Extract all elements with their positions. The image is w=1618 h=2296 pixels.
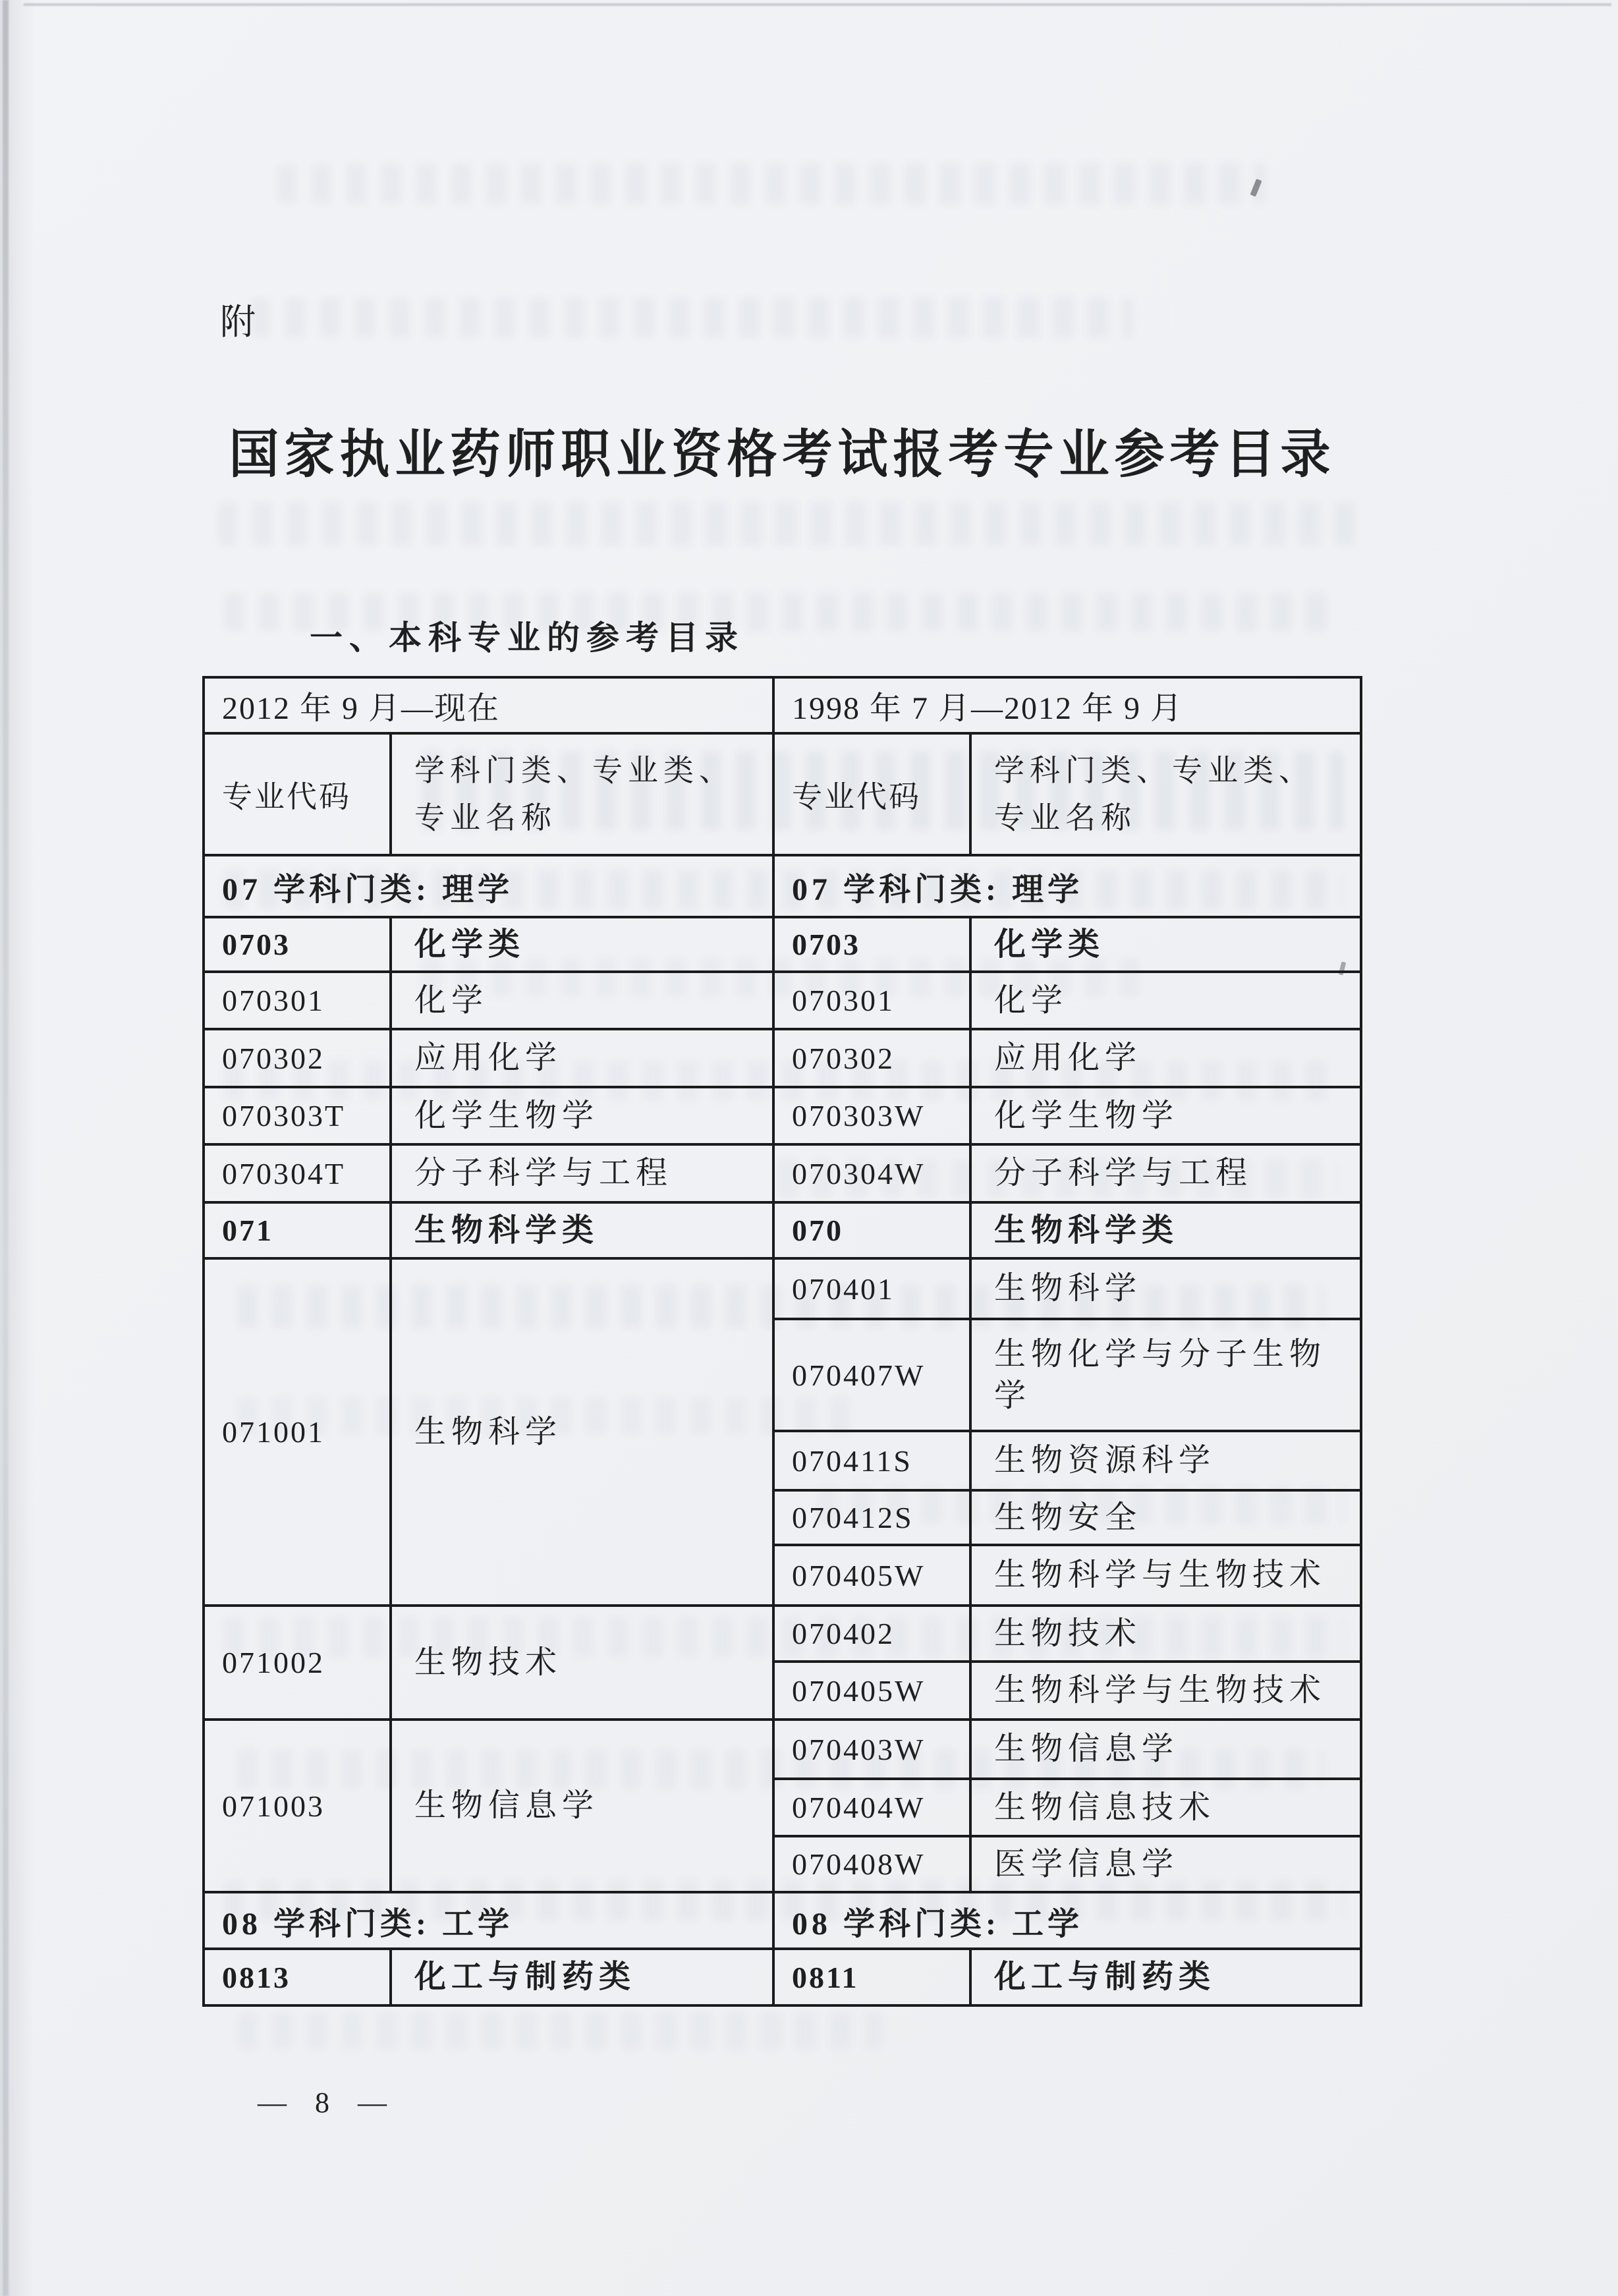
table-row	[204, 1606, 1361, 1662]
code-cell: 0703	[773, 917, 970, 972]
attachment-label: 附	[220, 302, 257, 342]
section-heading-cell: 08 学科门类: 工学	[204, 1892, 773, 1949]
table-row	[204, 1202, 1361, 1258]
name-cell: 化工与制药类	[970, 1949, 1361, 2005]
bleedthrough-smudge	[237, 2013, 883, 2050]
column-header-code-left: 专业代码	[204, 733, 391, 855]
bleedthrough-smudge	[277, 163, 1265, 204]
bleedthrough-smudge	[217, 502, 1364, 546]
name-cell-merged: 生物信息学	[391, 1720, 773, 1892]
table-row	[204, 1720, 1361, 1779]
page-top-edge-line	[24, 3, 1611, 6]
table-row	[204, 1144, 1361, 1202]
name-cell: 应用化学	[970, 1029, 1361, 1087]
code-cell: 070407W	[773, 1319, 970, 1431]
name-cell: 生物信息学	[970, 1720, 1361, 1779]
table-row	[204, 677, 1361, 733]
table-row	[204, 1949, 1361, 2005]
code-cell: 070301	[204, 972, 391, 1029]
page-title: 国家执业药师职业资格考试报考专业参考目录	[229, 426, 1336, 484]
code-cell: 070405W	[773, 1662, 970, 1720]
name-cell-merged: 生物技术	[391, 1606, 773, 1720]
code-cell: 070304T	[204, 1144, 391, 1202]
table-row	[204, 1892, 1361, 1949]
name-cell: 生物科学类	[970, 1202, 1361, 1258]
bleedthrough-smudge	[250, 298, 1133, 337]
name-cell: 化学	[970, 972, 1361, 1029]
name-cell: 化学类	[970, 917, 1361, 972]
name-cell: 化工与制药类	[391, 1949, 773, 2005]
name-cell: 医学信息学	[970, 1836, 1361, 1892]
code-cell: 070402	[773, 1606, 970, 1662]
section-heading-cell: 07 学科门类: 理学	[773, 855, 1361, 917]
name-cell: 生物科学类	[391, 1202, 773, 1258]
period-header-right: 1998 年 7 月—2012 年 9 月	[773, 677, 1361, 733]
table-row	[204, 855, 1361, 917]
name-cell: 分子科学与工程	[391, 1144, 773, 1202]
name-cell: 分子科学与工程	[970, 1144, 1361, 1202]
code-cell: 070405W	[773, 1545, 970, 1606]
name-cell-merged: 生物科学	[391, 1258, 773, 1606]
code-cell: 071	[204, 1202, 391, 1258]
name-cell: 生物科学与生物技术	[970, 1545, 1361, 1606]
section-heading: 一、本科专业的参考目录	[310, 619, 744, 656]
period-header-left: 2012 年 9 月—现在	[204, 677, 773, 733]
column-header-name-right: 学科门类、专业类、专业名称	[970, 733, 1361, 855]
code-cell: 070401	[773, 1258, 970, 1319]
code-cell: 070301	[773, 972, 970, 1029]
code-cell: 0813	[204, 1949, 391, 2005]
name-cell: 生物化学与分子生物学	[970, 1319, 1361, 1431]
name-cell: 生物科学与生物技术	[970, 1662, 1361, 1720]
code-cell: 070303T	[204, 1087, 391, 1144]
table-row	[204, 1087, 1361, 1144]
name-cell: 应用化学	[391, 1029, 773, 1087]
code-cell: 070302	[773, 1029, 970, 1087]
name-cell: 化学生物学	[970, 1087, 1361, 1144]
column-header-code-right: 专业代码	[773, 733, 970, 855]
table-row	[204, 972, 1361, 1029]
name-cell: 生物安全	[970, 1490, 1361, 1545]
table-row	[204, 917, 1361, 972]
name-cell: 生物信息技术	[970, 1779, 1361, 1836]
code-cell: 070304W	[773, 1144, 970, 1202]
name-cell: 生物科学	[970, 1258, 1361, 1319]
name-cell: 化学	[391, 972, 773, 1029]
code-cell: 070303W	[773, 1087, 970, 1144]
table-row	[204, 1029, 1361, 1087]
code-cell: 0703	[204, 917, 391, 972]
name-cell: 生物技术	[970, 1606, 1361, 1662]
table-row	[204, 1258, 1361, 1319]
page-number: — 8 —	[258, 2086, 397, 2119]
section-heading-cell: 08 学科门类: 工学	[773, 1892, 1361, 1949]
page-edge-shadow	[3, 0, 9, 2296]
code-cell: 070411S	[773, 1431, 970, 1490]
code-cell: 070408W	[773, 1836, 970, 1892]
section-heading-cell: 07 学科门类: 理学	[204, 855, 773, 917]
code-cell: 070404W	[773, 1779, 970, 1836]
name-cell: 化学生物学	[391, 1087, 773, 1144]
column-header-name-left: 学科门类、专业类、专业名称	[391, 733, 773, 855]
code-cell: 0811	[773, 1949, 970, 2005]
code-cell-merged: 071003	[204, 1720, 391, 1892]
name-cell: 生物资源科学	[970, 1431, 1361, 1490]
code-cell: 070403W	[773, 1720, 970, 1779]
name-cell: 化学类	[391, 917, 773, 972]
table-row	[204, 733, 1361, 855]
majors-reference-table	[202, 676, 1362, 2007]
code-cell: 070	[773, 1202, 970, 1258]
code-cell: 070302	[204, 1029, 391, 1087]
code-cell-merged: 071001	[204, 1258, 391, 1606]
code-cell: 070412S	[773, 1490, 970, 1545]
code-cell-merged: 071002	[204, 1606, 391, 1720]
